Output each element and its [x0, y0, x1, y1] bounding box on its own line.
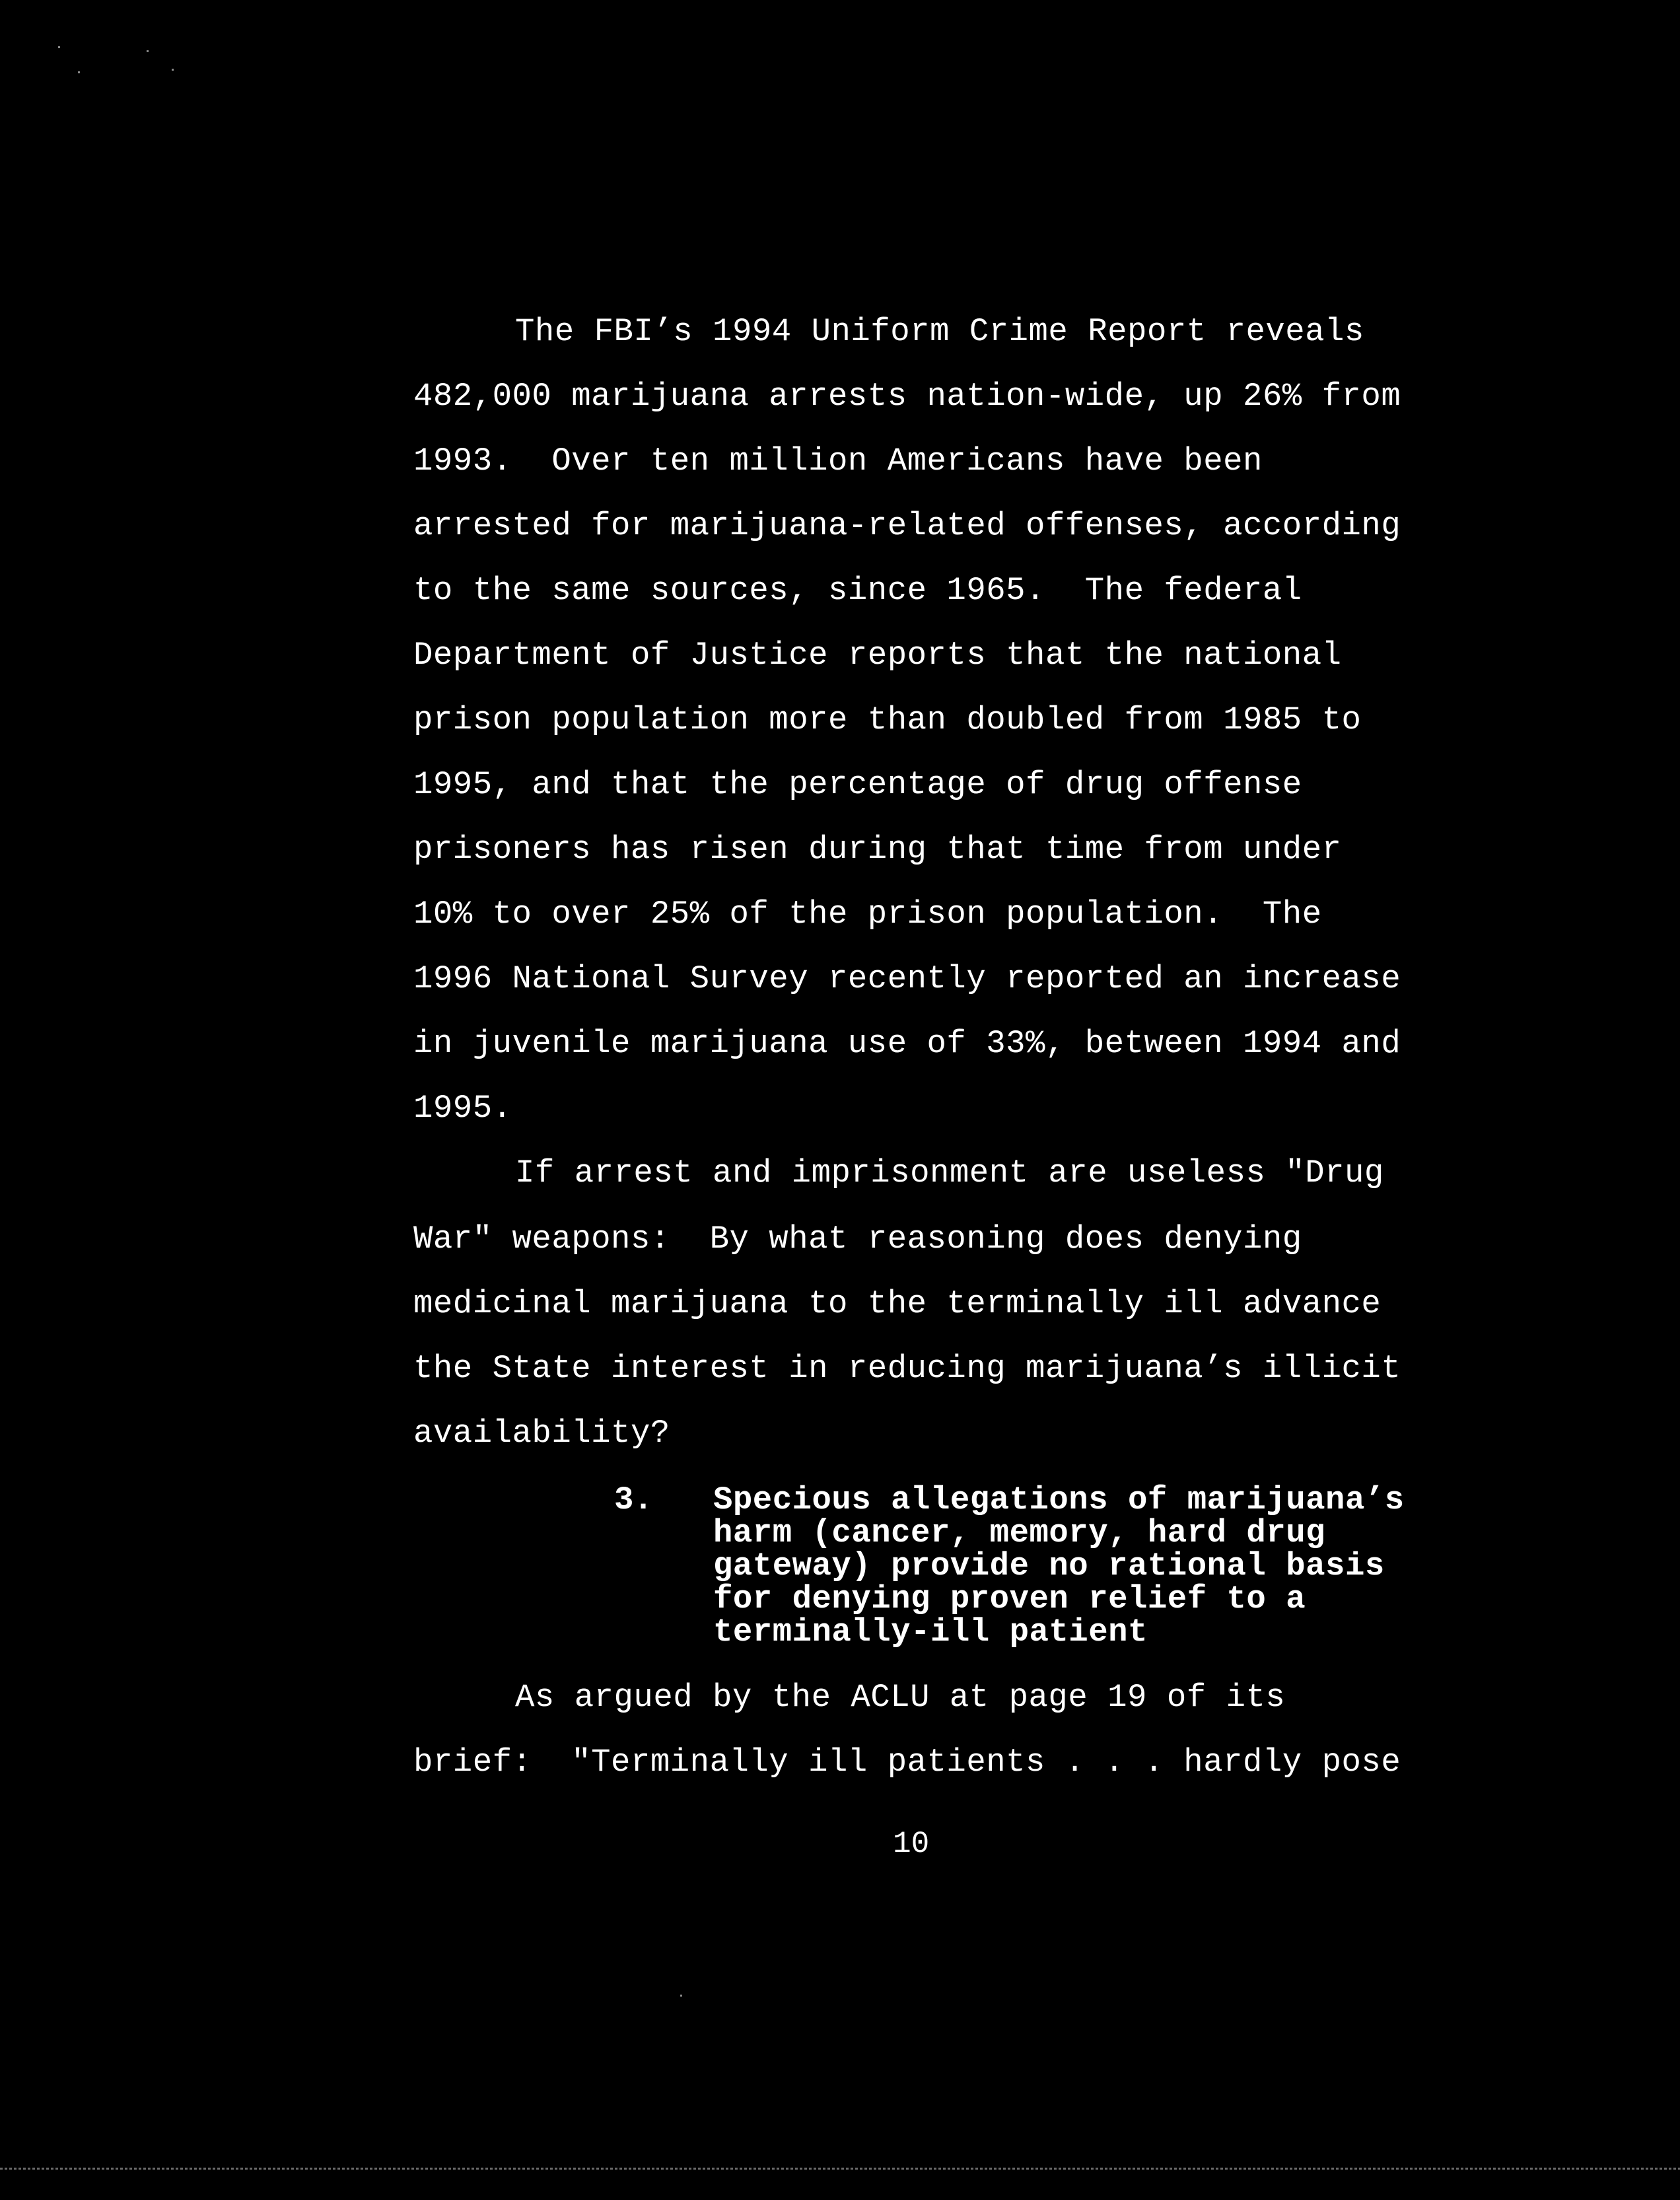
- text-line: to the same sources, since 1965. The federal: [413, 572, 1302, 609]
- text-line: 1995, and that the percentage of drug offense: [413, 766, 1302, 803]
- text-line: As argued by the ACLU at page 19 of its: [515, 1679, 1286, 1716]
- heading-line: harm (cancer, memory, hard drug: [713, 1514, 1326, 1551]
- heading-line: Specious allegations of marijuana’s: [713, 1481, 1405, 1518]
- heading-line: terminally-ill patient: [713, 1614, 1148, 1650]
- text-line: prison population more than doubled from 1985 to: [413, 701, 1362, 738]
- text-line: 482,000 marijuana arrests nation-wide, up 26% from: [413, 378, 1401, 415]
- text-line: War" weapons: By what reasoning does denying: [413, 1221, 1302, 1258]
- text-line: prisoners has risen during that time from under: [413, 831, 1342, 868]
- scan-edge-rule: [0, 2168, 1680, 2170]
- text-line: If arrest and imprisonment are useless "Drug: [515, 1154, 1384, 1191]
- text-line: 1995.: [413, 1090, 512, 1127]
- scan-speck: [147, 50, 149, 52]
- text-line: Department of Justice reports that the national: [413, 637, 1342, 674]
- heading-line: gateway) provide no rational basis: [713, 1547, 1385, 1584]
- page-number: 10: [893, 1827, 930, 1861]
- text-line: brief: "Terminally ill patients . . . hardly pose: [413, 1744, 1401, 1781]
- text-line: 1993. Over ten million Americans have been: [413, 443, 1263, 479]
- text-line: the State interest in reducing marijuana’s illicit: [413, 1350, 1401, 1387]
- text-line: The FBI’s 1994 Uniform Crime Report reveals: [515, 313, 1364, 350]
- text-line: arrested for marijuana-related offenses, according: [413, 507, 1401, 544]
- scan-speck: [58, 46, 60, 48]
- scan-speck: [172, 69, 174, 71]
- text-line: availability?: [413, 1415, 670, 1452]
- scan-speck: [680, 1995, 682, 1997]
- heading-line: for denying proven relief to a: [713, 1580, 1306, 1617]
- scan-speck: [78, 71, 80, 73]
- text-line: medicinal marijuana to the terminally ill advance: [413, 1285, 1382, 1322]
- text-line: 1996 National Survey recently reported an increase: [413, 960, 1401, 997]
- heading-number: 3.: [614, 1481, 653, 1518]
- text-line: in juvenile marijuana use of 33%, between 1994 and: [413, 1025, 1401, 1062]
- text-line: 10% to over 25% of the prison population. The: [413, 896, 1322, 933]
